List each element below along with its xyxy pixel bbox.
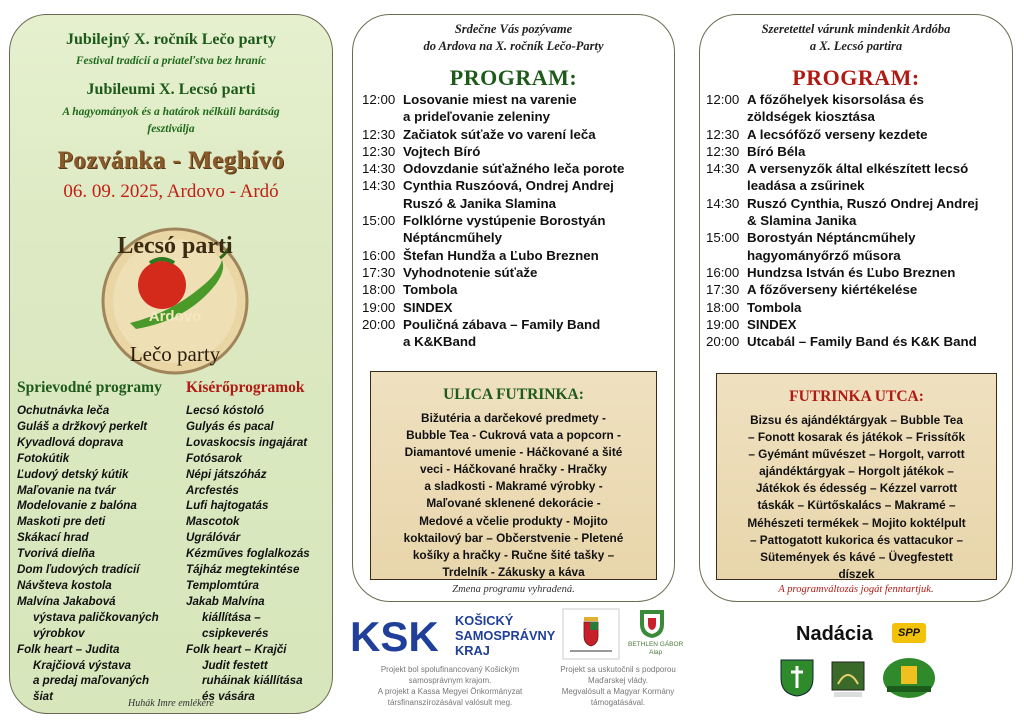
schedule-event: Ruszó Cynthia, Ruszó Ondrej Andrej (747, 195, 979, 211)
invite-line-1: Srdečne Vás pozývame (454, 22, 573, 36)
schedule-event: Začiatok súťaže vo varení leča (403, 126, 596, 142)
schedule-row (362, 212, 672, 229)
schedule-event: Néptáncműhely (403, 230, 503, 246)
schedule-time: 20:00 (706, 334, 740, 350)
schedule-row (362, 177, 672, 194)
schedule-time (362, 333, 403, 350)
schedule-row (706, 177, 1012, 194)
schedule-event: Tombola (747, 299, 802, 315)
schedule-event: Pouličná zábava – Family Band (403, 316, 601, 332)
program-title: PROGRAM: (792, 65, 920, 90)
schedule-time: 20:00 (362, 316, 396, 332)
ksk-name: KOŠICKÝ SAMOSPRÁVNY KRAJ (455, 613, 556, 658)
program-item: Maskoti pre deti (17, 515, 106, 529)
street-line: táskák – Kürtőskalács – Makramé – (757, 498, 956, 513)
schedule-row (706, 229, 1012, 246)
schedule-time (362, 195, 403, 212)
schedule-sk (362, 91, 672, 350)
schedule-event: a prideľovanie zeleniny (403, 109, 551, 125)
schedule-row (706, 108, 1012, 125)
schedule-event: Borostyán Néptáncműhely (747, 230, 916, 246)
program-item: výrobkov (33, 626, 85, 640)
program-item: Arcfestés (186, 483, 239, 497)
schedule-time (362, 229, 403, 246)
schedule-event: A főzőverseny kiértékelése (747, 282, 918, 298)
right-panel (699, 14, 1013, 602)
schedule-time: 12:30 (706, 126, 740, 142)
event-date: 06. 09. 2025, Ardovo - Ardó (63, 181, 279, 202)
schedule-event: Losovanie miest na varenie (403, 92, 577, 107)
program-item: Folk heart – Krajči (186, 642, 287, 656)
schedule-row (706, 281, 1012, 298)
street-line: Bižutéria a darčekové predmety - (421, 411, 606, 425)
schedule-event: Bíró Béla (747, 143, 806, 159)
schedule-time (706, 177, 747, 194)
program-item: Fotósarok (186, 451, 243, 465)
schedule-row (362, 316, 672, 333)
logo-top-text: Lecsó parti (117, 233, 233, 259)
village-coat-of-arms-icon (779, 658, 815, 698)
program-item: Skákací hrad (17, 531, 89, 545)
schedule-row (362, 195, 672, 212)
program-item: Kézműves foglalkozás (186, 547, 310, 561)
invite-line-2: a X. Lecsó partira (809, 39, 903, 53)
street-line: Méhészeti termékek – Mojito koktélpult (747, 515, 966, 530)
program-item: šiat (33, 690, 53, 704)
program-title: PROGRAM: (449, 65, 578, 90)
schedule-event: Tombola (403, 282, 458, 298)
schedule-row (706, 212, 1012, 229)
schedule-row (362, 126, 672, 143)
program-item: výstava paličkovaných (33, 610, 159, 624)
tomato-icon (138, 261, 186, 309)
program-item: Népi játszóház (186, 467, 267, 481)
schedule-time: 19:00 (706, 316, 740, 332)
festival-subtitle-sk: Festival tradícií a priateľstva bez hraníc (75, 55, 267, 67)
schedule-time: 19:00 (362, 299, 396, 315)
program-item: Ľudový detský kútik (17, 467, 129, 481)
bethlen-gabor-label: BETHLEN GÁBOR Alap (628, 641, 684, 656)
schedule-event: zöldségek kiosztása (747, 109, 875, 125)
schedule-event: SINDEX (403, 299, 453, 315)
svg-text:KSK: KSK (350, 613, 439, 660)
schedule-time: 17:30 (362, 264, 396, 280)
logo-bottom-text: Lečo party (129, 342, 221, 366)
col-sk-title: Sprievodné programy (17, 379, 162, 396)
logo-mid-text: Ardovo (148, 308, 202, 325)
street-market-box-sk (370, 371, 657, 580)
change-note: Zmena programu vyhradená. (452, 584, 575, 595)
schedule-time: 12:00 (706, 92, 740, 107)
schedule-event: a K&KBand (403, 334, 477, 350)
street-line: ajándéktárgyak – Horgolt játékok – (759, 464, 954, 479)
hungarian-gov-crest-icon (562, 608, 620, 660)
street-list (725, 412, 988, 583)
schedule-event: leadása a zsűrinek (747, 178, 865, 194)
schedule-time: 14:30 (706, 195, 740, 211)
program-item: Lovaskocsis ingajárat (186, 435, 308, 449)
program-item: Guláš a držkový perkelt (17, 419, 148, 433)
schedule-row (362, 143, 672, 160)
memorial-footer: Huhák Imre emlékére (128, 698, 214, 709)
program-item: Návšteva kostola (17, 578, 112, 592)
program-list-hu (186, 403, 333, 705)
schedule-time (362, 108, 403, 125)
program-item: Lufi hajtogatás (186, 499, 269, 513)
schedule-time: 17:30 (706, 282, 740, 298)
schedule-time: 15:00 (362, 213, 396, 229)
program-item: Jakab Malvína (186, 594, 265, 608)
schedule-row (362, 264, 672, 281)
schedule-event: Vyhodnotenie súťaže (403, 264, 538, 280)
program-item: Folk heart – Judita (17, 642, 120, 656)
program-item: Ugrálóvár (186, 531, 241, 545)
program-item: Tvorivá dielňa (17, 547, 95, 561)
schedule-row (362, 281, 672, 298)
schedule-time: 12:30 (362, 126, 396, 142)
street-line: košíky a hračky - Ručne šité tašky – (412, 547, 615, 562)
street-title: FUTRINKA UTCA: (789, 388, 924, 405)
street-line: veci - Háčkované hračky - Hračky (420, 462, 607, 477)
schedule-event: SINDEX (747, 316, 797, 332)
program-item: Lecsó kóstoló (186, 404, 264, 417)
schedule-time (706, 212, 747, 229)
street-line: Sütemények és kávé – Üvegfestett (760, 549, 953, 564)
street-line: Bizsu és ajándéktárgyak – Bubble Tea (750, 413, 963, 427)
street-line: a sladkosti - Makramé výrobky - (424, 479, 603, 494)
schedule-row (706, 247, 1012, 264)
schedule-time: 18:00 (706, 299, 740, 315)
schedule-event: Folklórne vystúpenie Borostyán (403, 213, 606, 229)
schedule-time: 15:00 (706, 230, 740, 246)
program-item: Dom ľudových tradícií (17, 563, 140, 577)
street-market-box-hu (716, 373, 997, 580)
schedule-row (706, 333, 1012, 350)
schedule-hu (706, 91, 1012, 350)
schedule-row (362, 91, 672, 108)
street-line: díszek (838, 566, 875, 581)
gov-support-note: Projekt sa uskutočnil s podporou Maďarskej vlády. Megvalósult a Magyar Kormány támogatásával. (560, 665, 676, 707)
col-hu-title: Kísérőprogramok (186, 379, 305, 396)
program-list-sk (17, 403, 187, 705)
schedule-row (362, 247, 672, 264)
program-item: Templomtúra (186, 578, 260, 592)
program-item: Tájház megtekintése (186, 563, 300, 577)
festival-title-sk: Jubilejný X. ročník Lečo party (66, 31, 276, 48)
schedule-time: 12:30 (706, 143, 740, 159)
schedule-event: Ruszó & Janika Slamina (403, 195, 556, 211)
schedule-row (362, 229, 672, 246)
schedule-event: Štefan Hundža a Ľubo Breznen (403, 247, 599, 263)
lecso-party-logo (90, 213, 260, 383)
street-title: ULICA FUTRINKA: (443, 386, 584, 403)
program-item: Mascotok (186, 515, 240, 529)
schedule-row (706, 143, 1012, 160)
program-item: Fotokútik (17, 451, 70, 465)
schedule-row (362, 299, 672, 316)
schedule-event: A versenyzők által elkészített lecsó (747, 161, 969, 177)
street-line: Medové a včelie produkty - Mojito (419, 513, 608, 528)
schedule-time: 16:00 (362, 247, 396, 263)
schedule-time: 14:30 (362, 178, 396, 194)
schedule-row (706, 264, 1012, 281)
schedule-event: hagyományőrző műsora (747, 247, 901, 263)
program-item: a predaj maľovaných (33, 674, 150, 688)
regional-association-logo-icon (881, 656, 937, 700)
schedule-row (706, 91, 1012, 108)
schedule-row (362, 160, 672, 177)
festival-subtitle-hu-2: fesztiválja (147, 123, 195, 135)
schedule-row (706, 299, 1012, 316)
street-line: Játékok és édesség – Kézzel varrott (755, 481, 958, 496)
schedule-row (362, 108, 672, 125)
program-item: ruháinak kiállítása (202, 674, 303, 688)
program-item: Malvína Jakabová (17, 594, 116, 608)
schedule-row (706, 316, 1012, 333)
schedule-time: 14:30 (362, 161, 396, 177)
schedule-time (706, 108, 747, 125)
bethlen-gabor-shield-icon (638, 608, 666, 640)
schedule-time: 12:00 (362, 92, 396, 107)
middle-panel (352, 14, 675, 602)
street-line: – Pattogatott kukorica és vattacukor – (749, 532, 964, 547)
schedule-time: 16:00 (706, 264, 740, 280)
program-item: Ochutnávka leča (17, 404, 110, 417)
street-line: koktailový bar – Občerstvenie - Pletené (403, 530, 624, 545)
program-item: kiállítása – (202, 610, 261, 624)
schedule-row (362, 333, 672, 350)
schedule-event: Utcabál – Family Band és K&K Band (747, 334, 977, 350)
invite-line-1: Szeretettel várunk mindenkit Ardóba (761, 22, 951, 36)
cultural-association-logo-icon (828, 654, 868, 700)
schedule-event: & Slamina Janika (747, 213, 857, 229)
festival-subtitle-hu-1: A hagyományok és a határok nélküli barátság (62, 106, 280, 118)
nadacia-label: Nadácia (796, 623, 873, 645)
street-line: Bubble Tea - Cukrová vata a popcorn - (406, 428, 621, 443)
schedule-event: Hundzsa István és Ľubo Breznen (747, 264, 956, 280)
schedule-row (706, 195, 1012, 212)
program-item: Gulyás és pacal (186, 419, 274, 433)
street-line: Maľované sklenené dekorácie - (426, 496, 601, 511)
schedule-row (706, 160, 1012, 177)
schedule-row (706, 126, 1012, 143)
program-item: Maľovanie na tvár (17, 483, 116, 497)
schedule-time (706, 247, 747, 264)
program-item: Krajčiová výstava (33, 658, 131, 672)
program-item: Modelovanie z balóna (17, 499, 137, 513)
street-line: Diamantové umenie - Háčkované a šité (404, 445, 623, 460)
schedule-time: 12:30 (362, 143, 396, 159)
change-note: A programváltozás jogát fenntartjuk. (778, 584, 934, 595)
schedule-event: Odovzdanie súťažného leča porote (403, 161, 625, 177)
schedule-event: A lecsófőző verseny kezdete (747, 126, 928, 142)
program-item: Judit festett (202, 658, 268, 672)
program-item: Kyvadlová doprava (17, 435, 124, 449)
schedule-event: Cynthia Ruszóová, Ondrej Andrej (403, 178, 614, 194)
schedule-time: 18:00 (362, 282, 396, 298)
schedule-time: 14:30 (706, 161, 740, 177)
program-item: és vására (202, 690, 255, 704)
invite-line-2: do Ardova na X. ročník Lečo-Party (423, 39, 604, 53)
street-line: – Fonott kosarak és játékok – Frissítők (747, 430, 965, 445)
program-item: csipkeverés (202, 626, 269, 640)
left-panel (9, 14, 333, 714)
schedule-event: A főzőhelyek kisorsolása és (747, 92, 924, 107)
street-line: – Gyémánt művészet – Horgolt, varrott (748, 447, 965, 462)
festival-title-hu: Jubileumi X. Lecsó parti (86, 81, 256, 98)
street-line: Trdelník - Zákusky a káva (442, 564, 585, 579)
street-list (379, 410, 648, 581)
invitation-heading: Pozvánka - Meghívó (57, 147, 285, 174)
schedule-event: Vojtech Bíró (403, 143, 481, 159)
spp-logo: SPP (892, 623, 926, 643)
ksk-cofinancing-note: Projekt bol spolufinancovaný Košickým samosprávnym krajom. A projekt a Kassa Megyei Önkormányzat társfinanszírozásával valósult meg. (377, 665, 523, 707)
